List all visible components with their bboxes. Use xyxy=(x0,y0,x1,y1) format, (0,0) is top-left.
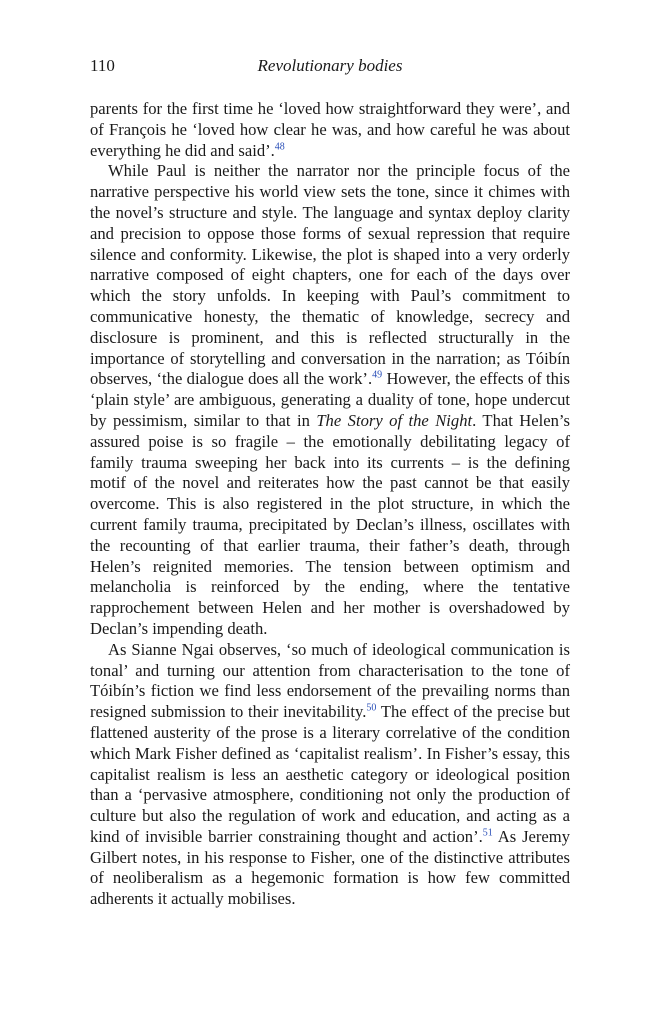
body-text xyxy=(90,99,570,910)
text-run: parents for the first time he ‘loved how straightforward they were’, and of François he ‘loved how clear he was, and how careful he was about everything he did and said’. xyxy=(90,99,570,160)
book-title: The Story of the Night xyxy=(316,410,473,430)
footnote-ref-51[interactable]: 51 xyxy=(482,827,493,839)
text-run: However, the effects of this ‘plain style’ are ambiguous, generating a duality of tone, hope undercut by pessimism, similar to that in xyxy=(90,369,571,430)
paragraph xyxy=(90,99,570,161)
text-run: As Jeremy Gilbert notes, in his response to Fisher, one of the distinctive attributes of neoliberalism as a hegemonic formation is how few committed adherents it actually mobilises. xyxy=(90,826,570,909)
text-run: As Sianne Ngai observes, ‘so much of ideological communication is tonal’ and turning our attention from characterisation to the tone of Tóibín’s fiction we find less endorsement of the prevailing norms than resigned submission to their inevitability. xyxy=(90,639,570,722)
paragraph xyxy=(90,161,570,639)
text-run: The effect of the precise but flattened austerity of the prose is a literary correlative of the condition which Mark Fisher defined as ‘capitalist realism’. In Fisher’s essay, this capitalist realism is less an aesthetic category or ideological position than a ‘pervasive atmosphere, conditioning not only the production of culture but also the regulation of work and education, and acting as a kind of invisible barrier constraining thought and action’. xyxy=(90,702,570,846)
text-run: While Paul is neither the narrator nor the principle focus of the narrative perspective his world view sets the tone, since it chimes with the novel’s structure and style. The language and syntax deploy clarity and precision to oppose those forms of sexual repression that require silence and conformity. Likewise, the plot is shaped into a very orderly narrative composed of eight chapters, one for each of the days over which the story unfolds. In keeping with Paul’s commitment to communicative honesty, the thematic of knowledge, secrecy and disclosure is prominent, and this is reflected structurally in the importance of storytelling and conversation in the narration; as Tóibín observes, ‘the dialogue does all the work’. xyxy=(90,161,570,389)
footnote-ref-49[interactable]: 49 xyxy=(372,369,383,381)
running-head: Revolutionary bodies xyxy=(257,56,403,75)
paragraph xyxy=(90,640,570,910)
footnote-ref-50[interactable]: 50 xyxy=(366,702,377,714)
text-run: . That Helen’s assured poise is so fragile – the emotionally debilitating legacy of family trauma sweeping her back into its currents – is the defining motif of the novel and reiterates how the past cannot be that easily overcome. This is also registered in the plot structure, in which the current family trauma, precipitated by Declan’s illness, oscillates with the recounting of that earlier trauma, their father’s death, through Helen’s reignited memories. The tension between optimism and melancholia is reinforced by the ending, where the tentative rapprochement between Helen and her mother is overshadowed by Declan’s impending death. xyxy=(90,410,570,638)
page-header xyxy=(90,56,570,80)
footnote-ref-48[interactable]: 48 xyxy=(274,141,285,153)
page-number: 110 xyxy=(90,56,115,75)
